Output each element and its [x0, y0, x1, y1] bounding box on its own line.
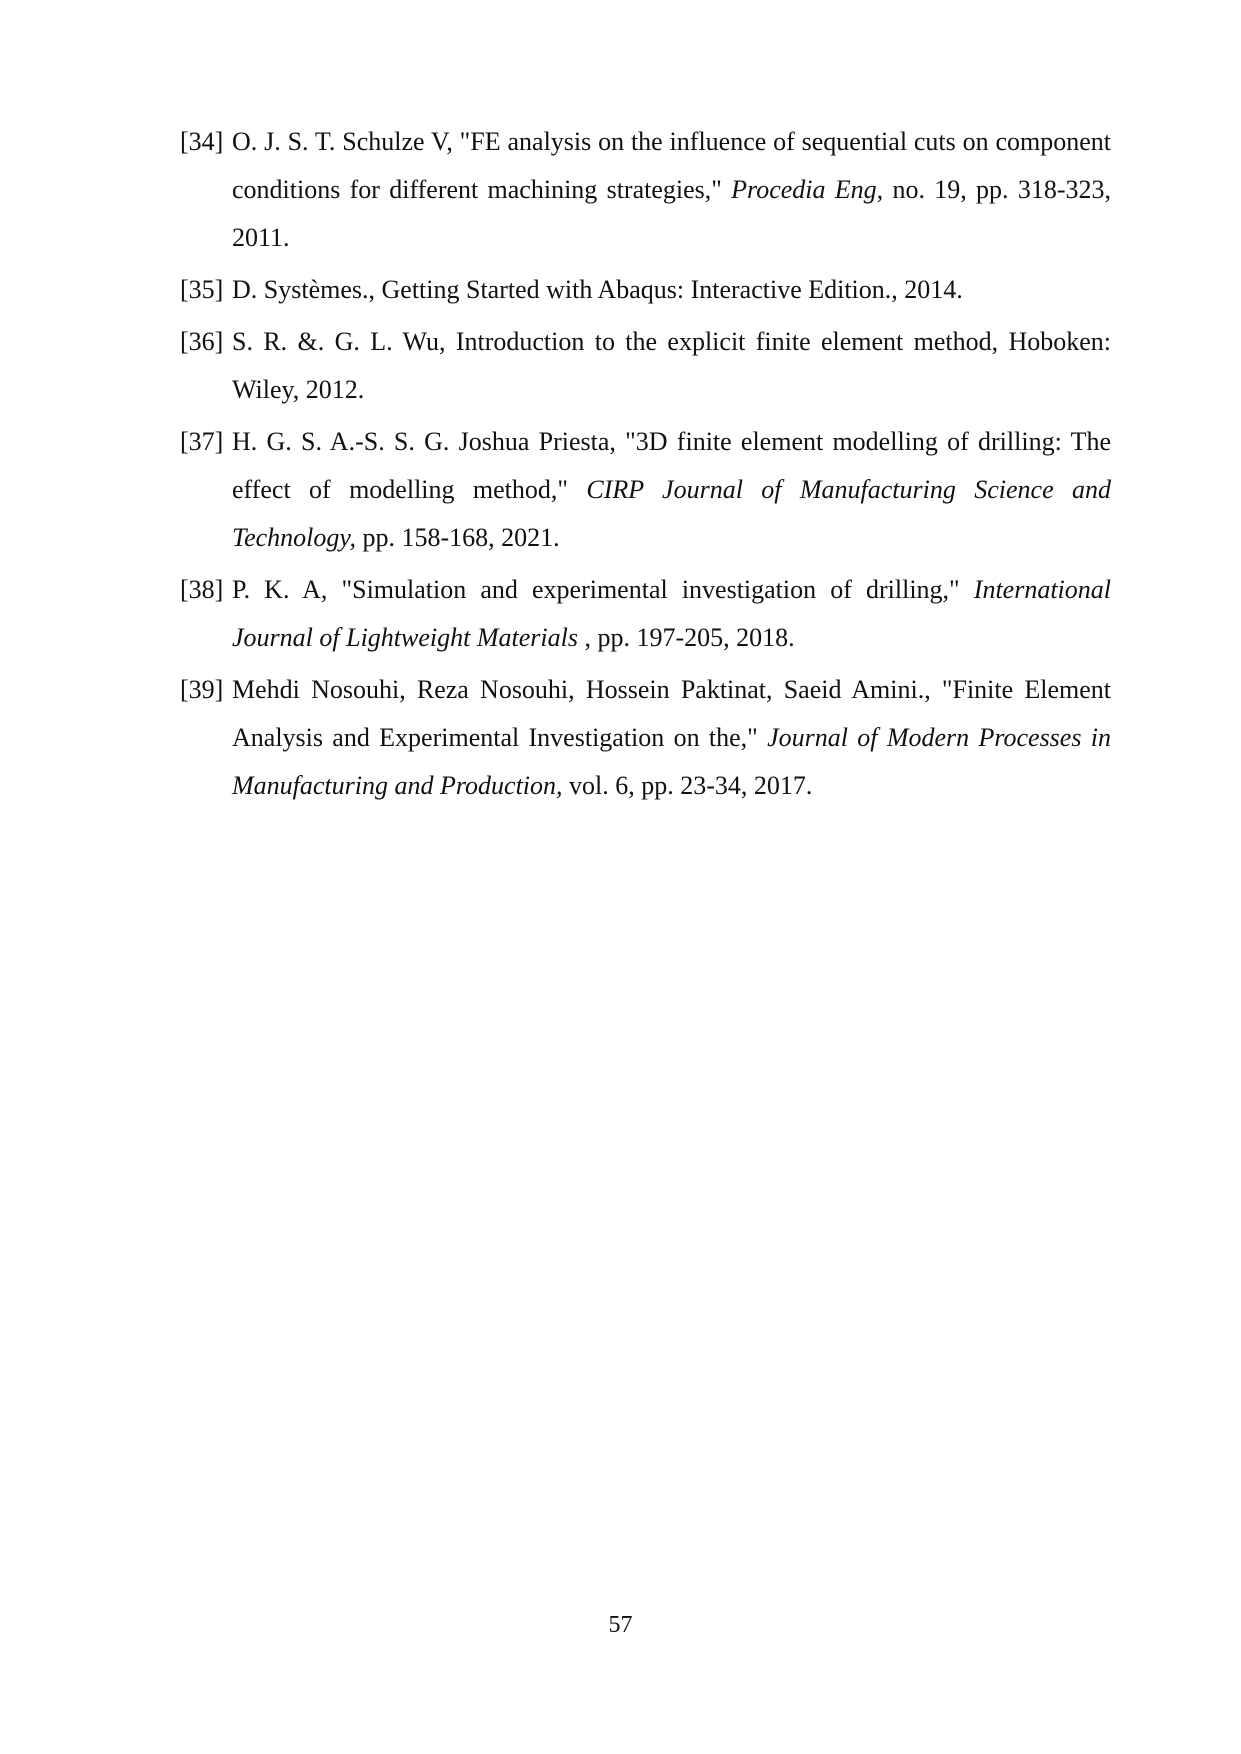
reference-item — [180, 666, 1111, 810]
reference-number: [34] — [180, 127, 224, 156]
reference-item — [180, 118, 1111, 262]
reference-text: H. G. S. A.-S. S. G. Joshua Priesta, "3D finite element modelling of drilling: The effect of modelling method," — [232, 427, 1111, 504]
reference-number: [37] — [180, 427, 224, 456]
reference-details: vol. 6, pp. 23-34, 2017. — [562, 771, 813, 800]
page-number: 57 — [608, 1612, 633, 1638]
reference-journal: International Journal of Lightweight Materials — [232, 575, 1111, 652]
reference-item — [180, 566, 1111, 662]
reference-number: [35] — [180, 275, 224, 304]
reference-text: O. J. S. T. Schulze V, "FE analysis on the influence of sequential cuts on component conditions for different machining strategies," — [232, 127, 1111, 204]
reference-number: [39] — [180, 675, 224, 704]
reference-journal: Procedia Eng, — [731, 175, 884, 204]
reference-item — [180, 266, 1111, 314]
reference-list — [180, 118, 1111, 814]
reference-item — [180, 418, 1111, 562]
reference-item — [180, 318, 1111, 414]
reference-text: Mehdi Nosouhi, Reza Nosouhi, Hossein Paktinat, Saeid Amini., "Finite Element Analysis and Experimental Investigation on the," — [232, 675, 1111, 752]
reference-journal: Journal of Modern Processes in Manufacturing and Production, — [232, 723, 1111, 800]
reference-number: [38] — [180, 575, 224, 604]
reference-number: [36] — [180, 327, 224, 356]
reference-details: no. 19, pp. 318-323, 2011. — [232, 175, 1111, 252]
reference-text: S. R. &. G. L. Wu, Introduction to the explicit finite element method, Hoboken: Wiley, 2012. — [232, 327, 1111, 404]
reference-details: , pp. 197-205, 2018. — [577, 623, 795, 652]
reference-text: P. K. A, "Simulation and experimental investigation of drilling," — [232, 575, 974, 604]
reference-text: D. Systèmes., Getting Started with Abaqus: Interactive Edition., 2014. — [232, 275, 963, 304]
reference-journal: CIRP Journal of Manufacturing Science and Technology, — [232, 475, 1111, 552]
reference-details: pp. 158-168, 2021. — [355, 523, 560, 552]
